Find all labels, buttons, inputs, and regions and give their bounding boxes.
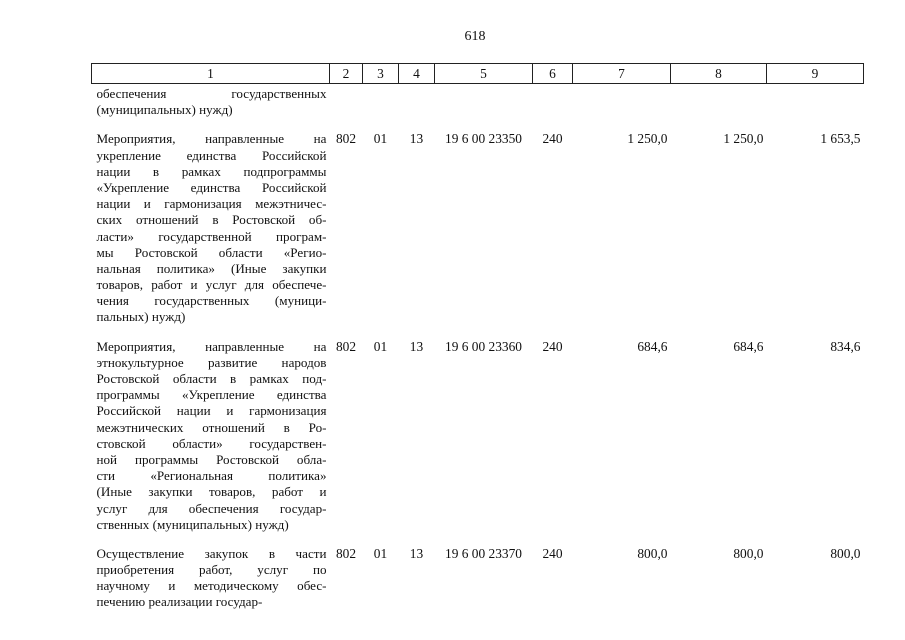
page-number: 618 xyxy=(464,29,486,44)
description-line: ной программы Ростовской обла- xyxy=(96,451,327,467)
description-line: ласти» государственной програм- xyxy=(96,228,327,244)
target-article-cell: 19 6 00 23350 xyxy=(445,131,522,147)
description-line: научному и методическому обес- xyxy=(96,578,327,594)
description-line: стовской области» государствен- xyxy=(96,435,327,451)
subsection-code-cell xyxy=(399,84,435,119)
ministry-code-cell: 802 xyxy=(335,338,357,354)
amount-year2-cell xyxy=(671,84,767,119)
amount-year3-cell: 834,6 xyxy=(830,338,861,354)
row-spacer xyxy=(92,118,864,131)
amount-year2-cell: 800,0 xyxy=(733,545,764,561)
table-row xyxy=(92,339,864,533)
row-description xyxy=(92,546,330,611)
description-line: приобретения работ, услуг по xyxy=(96,562,327,578)
section-code-cell: 01 xyxy=(373,131,388,147)
description-line: (Иные закупки товаров, работ и xyxy=(96,484,327,500)
ministry-code-cell: 802 xyxy=(335,545,357,561)
expense-type-cell: 240 xyxy=(542,338,563,354)
row-description xyxy=(92,84,330,119)
row-spacer xyxy=(92,533,864,546)
amount-year2-cell: 684,6 xyxy=(733,338,764,354)
amount-year1-cell: 1 250,0 xyxy=(627,131,668,147)
table-row xyxy=(92,84,864,119)
description-line: сти «Региональная политика» xyxy=(96,468,327,484)
budget-table xyxy=(91,63,864,611)
expense-type-cell xyxy=(533,84,573,119)
column-header: 7 xyxy=(573,64,671,84)
target-article-cell: 19 6 00 23370 xyxy=(445,545,522,561)
column-header: 3 xyxy=(363,64,399,84)
description-line: товаров, работ и услуг для обеспече- xyxy=(96,277,327,293)
description-line: ских отношений в Ростовской об- xyxy=(96,212,327,228)
table-row xyxy=(92,131,864,325)
section-code-cell xyxy=(363,84,399,119)
description-line: (муниципальных) нужд) xyxy=(96,102,233,118)
description-line: межэтнических отношений в Ро- xyxy=(96,419,327,435)
row-description xyxy=(92,131,330,325)
description-line: печению реализации государ- xyxy=(96,594,263,610)
amount-year2-cell: 1 250,0 xyxy=(723,131,764,147)
description-line: нальная политика» (Иные закупки xyxy=(96,260,327,276)
amount-year3-cell: 800,0 xyxy=(830,545,861,561)
column-header: 5 xyxy=(435,64,533,84)
description-line: Мероприятия, направленные на xyxy=(96,131,327,147)
description-line: ственных (муниципальных) нужд) xyxy=(96,516,289,532)
expense-type-cell: 240 xyxy=(542,131,563,147)
target-article-cell xyxy=(435,84,533,119)
section-code-cell: 01 xyxy=(373,545,388,561)
table-row xyxy=(92,546,864,611)
amount-year1-cell xyxy=(573,84,671,119)
spacer-cell xyxy=(92,326,864,339)
column-header: 8 xyxy=(671,64,767,84)
row-spacer xyxy=(92,326,864,339)
description-line: нации в рамках подпрограммы xyxy=(96,163,327,179)
target-article-cell: 19 6 00 23360 xyxy=(445,338,522,354)
column-header: 9 xyxy=(767,64,864,84)
description-line: этнокультурное развитие народов xyxy=(96,354,327,370)
description-line: услуг для обеспечения государ- xyxy=(96,500,327,516)
description-line: «Укрепление единства Российской xyxy=(96,179,327,195)
ministry-code-cell: 802 xyxy=(335,131,357,147)
description-line: Осуществление закупок в части xyxy=(96,545,327,561)
description-line: пальных) нужд) xyxy=(96,309,186,325)
subsection-code-cell: 13 xyxy=(409,338,424,354)
expense-type-cell: 240 xyxy=(542,545,563,561)
subsection-code-cell: 13 xyxy=(409,131,424,147)
section-code-cell: 01 xyxy=(373,338,388,354)
amount-year1-cell: 800,0 xyxy=(637,545,668,561)
amount-year3-cell: 1 653,5 xyxy=(820,131,861,147)
amount-year3-cell xyxy=(767,84,864,119)
subsection-code-cell: 13 xyxy=(409,545,424,561)
description-line: мы Ростовской области «Регио- xyxy=(96,244,327,260)
spacer-cell xyxy=(92,118,864,131)
description-line: программы «Укрепление единства xyxy=(96,387,327,403)
row-description xyxy=(92,339,330,533)
description-line: Ростовской области в рамках под- xyxy=(96,371,327,386)
column-header: 1 xyxy=(92,64,330,84)
description-line: Российской нации и гармонизация xyxy=(96,403,327,419)
description-line: Мероприятия, направленные на xyxy=(96,338,327,354)
description-line: укрепление единства Российской xyxy=(96,147,327,163)
column-header: 2 xyxy=(330,64,363,84)
description-line: нации и гармонизация межэтничес- xyxy=(96,196,327,212)
column-header: 4 xyxy=(399,64,435,84)
description-line: обеспечения государственных xyxy=(96,86,327,101)
description-line: чения государственных (муници- xyxy=(96,293,327,309)
spacer-cell xyxy=(92,533,864,546)
table-header-row xyxy=(92,64,864,84)
ministry-code-cell xyxy=(330,84,363,119)
amount-year1-cell: 684,6 xyxy=(637,338,668,354)
column-header: 6 xyxy=(533,64,573,84)
